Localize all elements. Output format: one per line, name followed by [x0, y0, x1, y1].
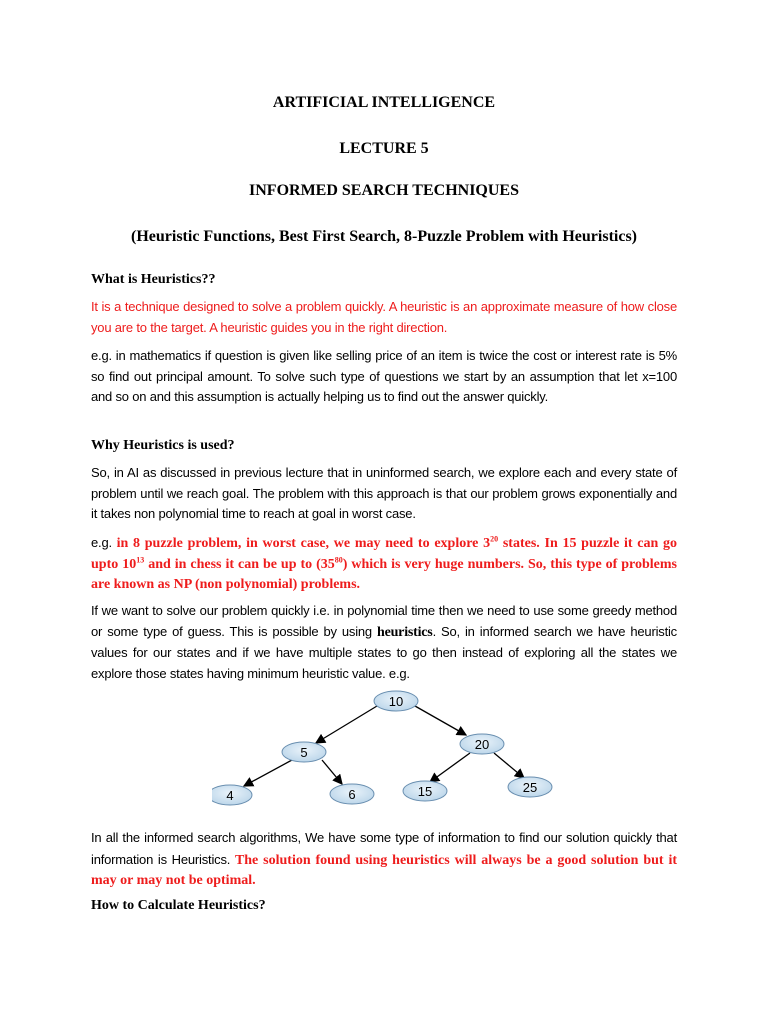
eg-prefix: e.g.: [91, 535, 112, 550]
svg-text:15: 15: [417, 784, 433, 799]
edge-5-4: [244, 760, 292, 786]
edge-20-15: [430, 753, 470, 782]
math-example-paragraph: e.g. in mathematics if question is given like selling price of an item is twice the cost or interest rate is 5% so find out principal amount. To solve such type of questions we start by an assumption that let x=100 and so on and this assumption is actually helping us to find out the answer quickly.: [91, 348, 677, 404]
eg-sup-3: 80: [334, 554, 343, 564]
heading-course: ARTIFICIAL INTELLIGENCE: [272, 94, 496, 111]
eg-text-d: ) which is very huge numbers. So, this type of problems are known as NP (non polynomial) problems.: [91, 556, 678, 592]
section-title-why: Why Heuristics is used?: [91, 438, 235, 453]
tree-node-4: [212, 785, 252, 805]
eg-text-a: in 8 puzzle problem, in worst case, we may need to explore 3: [116, 536, 491, 551]
svg-text:25: 25: [522, 780, 538, 795]
informed-paragraph: [91, 828, 677, 892]
edge-10-20: [415, 706, 466, 735]
section-title-how: How to Calculate Heuristics?: [91, 898, 266, 913]
eg-text-b: states. In 15 puzzle it can go upto 10: [91, 536, 678, 572]
eg-sup-2: 13: [136, 554, 145, 564]
example-np-paragraph: [91, 533, 677, 596]
tree-node-10: [374, 691, 418, 711]
heading-topic: INFORMED SEARCH TECHNIQUES: [249, 182, 519, 199]
heuristics-bold: heuristics: [377, 624, 433, 640]
edge-10-5: [316, 706, 377, 743]
heading-lecture: LECTURE 5: [339, 140, 429, 157]
section-title-what: What is Heuristics??: [91, 272, 216, 287]
heuristic-tree-diagram: [212, 688, 557, 808]
svg-text:6: 6: [348, 787, 356, 802]
svg-text:20: 20: [474, 737, 490, 752]
eg-sup-1: 20: [490, 534, 499, 544]
greedy-paragraph: [91, 601, 677, 684]
tree-node-5: [282, 742, 326, 762]
informed-red-text: The solution found using heuristics will always be a good solution but it may or may not be optimal.: [91, 852, 677, 888]
svg-text:5: 5: [300, 745, 308, 760]
tree-node-15: [403, 781, 447, 801]
definition-paragraph: It is a technique designed to solve a problem quickly. A heuristic is an approximate measure of how close you are to the target. A heuristic guides you in the right direction.: [91, 299, 677, 335]
greedy-text-b: . So, in informed search we have heuristic values for our states and if we have multiple states to go then instead of exploring all the states we explore those states having minimum heuristic value. e.g.: [91, 623, 677, 681]
svg-text:4: 4: [226, 788, 234, 803]
tree-node-20: [460, 734, 504, 754]
uninformed-paragraph: So, in AI as discussed in previous lecture that in uninformed search, we explore each and every state of problem until we reach goal. The problem with this approach is that our problem grows exponentially and it takes non polynomial time to reach at goal in worst case.: [91, 465, 677, 521]
edge-20-25: [494, 753, 524, 778]
informed-text: In all the informed search algorithms, We have some type of information to find our solution quickly that information is Heuristics.: [91, 830, 677, 867]
eg-text-c: and in chess it can be up to (35: [144, 556, 335, 572]
svg-text:10: 10: [388, 694, 404, 709]
tree-node-6: [330, 784, 374, 804]
heading-subtitle: (Heuristic Functions, Best First Search, 8-Puzzle Problem with Heuristics): [131, 228, 637, 245]
edge-5-6: [322, 760, 342, 784]
greedy-text-a: If we want to solve our problem quickly i.e. in polynomial time then we need to use some greedy method or some type of guess. This is possible by using: [91, 603, 677, 639]
tree-node-25: [508, 777, 552, 797]
